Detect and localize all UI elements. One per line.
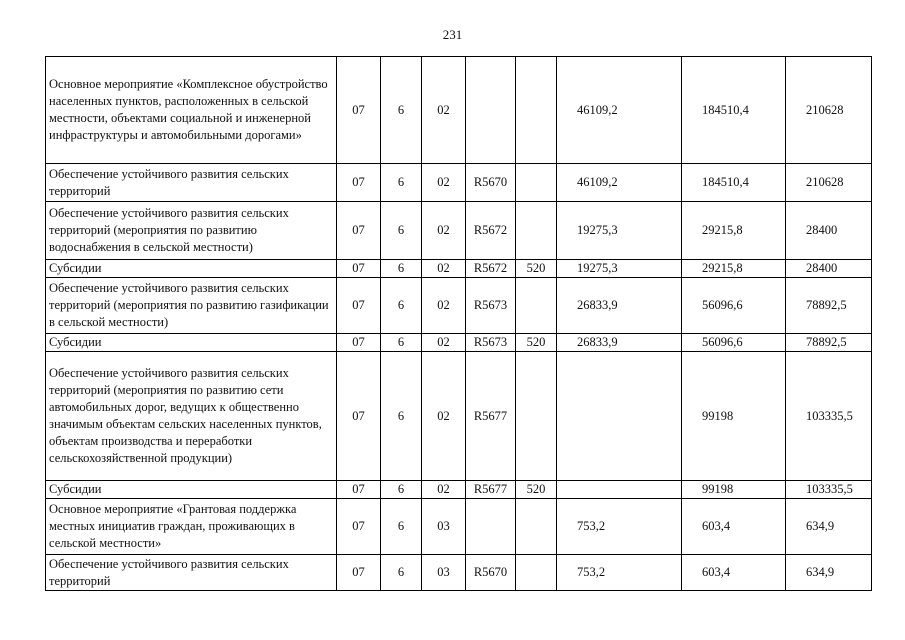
cell-expense-type — [516, 278, 557, 334]
cell-program: 02 — [422, 481, 466, 499]
cell-name: Субсидии — [46, 334, 337, 352]
cell-value-year3: 28400 — [786, 202, 872, 260]
table-row — [46, 278, 872, 334]
cell-section: 07 — [337, 481, 381, 499]
cell-subsection: 6 — [381, 499, 422, 555]
table-row — [46, 334, 872, 352]
cell-subsection: 6 — [381, 260, 422, 278]
cell-value-year3: 210628 — [786, 164, 872, 202]
cell-name: Обеспечение устойчивого развития сельских территорий — [46, 164, 337, 202]
cell-value-year2: 603,4 — [682, 499, 786, 555]
cell-program: 02 — [422, 278, 466, 334]
cell-name: Основное мероприятие «Грантовая поддержка местных инициатив граждан, проживающих в сельской местности» — [46, 499, 337, 555]
cell-program: 02 — [422, 202, 466, 260]
table-row — [46, 57, 872, 164]
cell-expense-type: 520 — [516, 481, 557, 499]
table-row — [46, 499, 872, 555]
cell-name: Обеспечение устойчивого развития сельских территорий — [46, 555, 337, 591]
cell-program: 02 — [422, 260, 466, 278]
cell-section: 07 — [337, 202, 381, 260]
cell-target-article — [466, 499, 516, 555]
cell-subsection: 6 — [381, 352, 422, 481]
cell-target-article: R5673 — [466, 334, 516, 352]
cell-value-year2: 29215,8 — [682, 260, 786, 278]
cell-value-year3: 78892,5 — [786, 278, 872, 334]
cell-program: 02 — [422, 164, 466, 202]
cell-value-year3: 634,9 — [786, 555, 872, 591]
cell-section: 07 — [337, 278, 381, 334]
cell-section: 07 — [337, 352, 381, 481]
cell-section: 07 — [337, 499, 381, 555]
cell-expense-type — [516, 202, 557, 260]
cell-value-year1: 753,2 — [557, 555, 682, 591]
cell-subsection: 6 — [381, 555, 422, 591]
cell-value-year1: 753,2 — [557, 499, 682, 555]
cell-subsection: 6 — [381, 164, 422, 202]
cell-value-year2: 184510,4 — [682, 164, 786, 202]
cell-subsection: 6 — [381, 481, 422, 499]
cell-value-year3: 103335,5 — [786, 481, 872, 499]
cell-subsection: 6 — [381, 278, 422, 334]
cell-section: 07 — [337, 260, 381, 278]
cell-value-year2: 184510,4 — [682, 57, 786, 164]
cell-value-year3: 634,9 — [786, 499, 872, 555]
cell-program: 03 — [422, 555, 466, 591]
cell-target-article: R5677 — [466, 352, 516, 481]
cell-expense-type — [516, 352, 557, 481]
cell-section: 07 — [337, 334, 381, 352]
table-row — [46, 481, 872, 499]
cell-section: 07 — [337, 555, 381, 591]
budget-table — [45, 56, 872, 591]
cell-expense-type: 520 — [516, 334, 557, 352]
cell-target-article: R5670 — [466, 164, 516, 202]
cell-value-year1 — [557, 481, 682, 499]
cell-program: 02 — [422, 334, 466, 352]
cell-value-year3: 28400 — [786, 260, 872, 278]
cell-subsection: 6 — [381, 202, 422, 260]
cell-program: 02 — [422, 352, 466, 481]
cell-expense-type — [516, 164, 557, 202]
cell-expense-type — [516, 57, 557, 164]
cell-section: 07 — [337, 57, 381, 164]
cell-value-year1: 19275,3 — [557, 202, 682, 260]
cell-subsection: 6 — [381, 334, 422, 352]
cell-target-article: R5672 — [466, 260, 516, 278]
cell-subsection: 6 — [381, 57, 422, 164]
table-row — [46, 555, 872, 591]
cell-value-year1: 46109,2 — [557, 164, 682, 202]
page-number: 231 — [442, 27, 463, 42]
cell-name: Обеспечение устойчивого развития сельских территорий (мероприятия по развитию сети автомобильных дорог, ведущих к общественно значимым объектам сельских населенных пунктов, объектам производства и переработки сельскохозяйственной продукции) — [46, 352, 337, 481]
cell-value-year2: 56096,6 — [682, 278, 786, 334]
cell-target-article: R5673 — [466, 278, 516, 334]
cell-value-year3: 210628 — [786, 57, 872, 164]
cell-value-year2: 99198 — [682, 481, 786, 499]
cell-expense-type: 520 — [516, 260, 557, 278]
cell-target-article — [466, 57, 516, 164]
cell-target-article: R5672 — [466, 202, 516, 260]
table-row — [46, 164, 872, 202]
cell-value-year3: 78892,5 — [786, 334, 872, 352]
cell-program: 03 — [422, 499, 466, 555]
cell-target-article: R5670 — [466, 555, 516, 591]
cell-name: Субсидии — [46, 260, 337, 278]
table-row — [46, 260, 872, 278]
table-body — [46, 57, 872, 591]
cell-program: 02 — [422, 57, 466, 164]
cell-value-year2: 29215,8 — [682, 202, 786, 260]
cell-expense-type — [516, 499, 557, 555]
table-row — [46, 352, 872, 481]
cell-value-year1: 26833,9 — [557, 334, 682, 352]
cell-name: Обеспечение устойчивого развития сельских территорий (мероприятия по развитию водоснабжения в сельской местности) — [46, 202, 337, 260]
cell-value-year1: 26833,9 — [557, 278, 682, 334]
cell-value-year1: 19275,3 — [557, 260, 682, 278]
cell-value-year1: 46109,2 — [557, 57, 682, 164]
cell-expense-type — [516, 555, 557, 591]
cell-target-article: R5677 — [466, 481, 516, 499]
cell-value-year2: 603,4 — [682, 555, 786, 591]
cell-value-year3: 103335,5 — [786, 352, 872, 481]
table-row — [46, 202, 872, 260]
cell-value-year1 — [557, 352, 682, 481]
cell-value-year2: 99198 — [682, 352, 786, 481]
cell-name: Основное мероприятие «Комплексное обустройство населенных пунктов, расположенных в сельской местности, объектами социальной и инженерной инфраструктуры и автомобильными дорогами» — [46, 57, 337, 164]
cell-name: Субсидии — [46, 481, 337, 499]
cell-section: 07 — [337, 164, 381, 202]
cell-name: Обеспечение устойчивого развития сельских территорий (мероприятия по развитию газификации в сельской местности) — [46, 278, 337, 334]
cell-value-year2: 56096,6 — [682, 334, 786, 352]
